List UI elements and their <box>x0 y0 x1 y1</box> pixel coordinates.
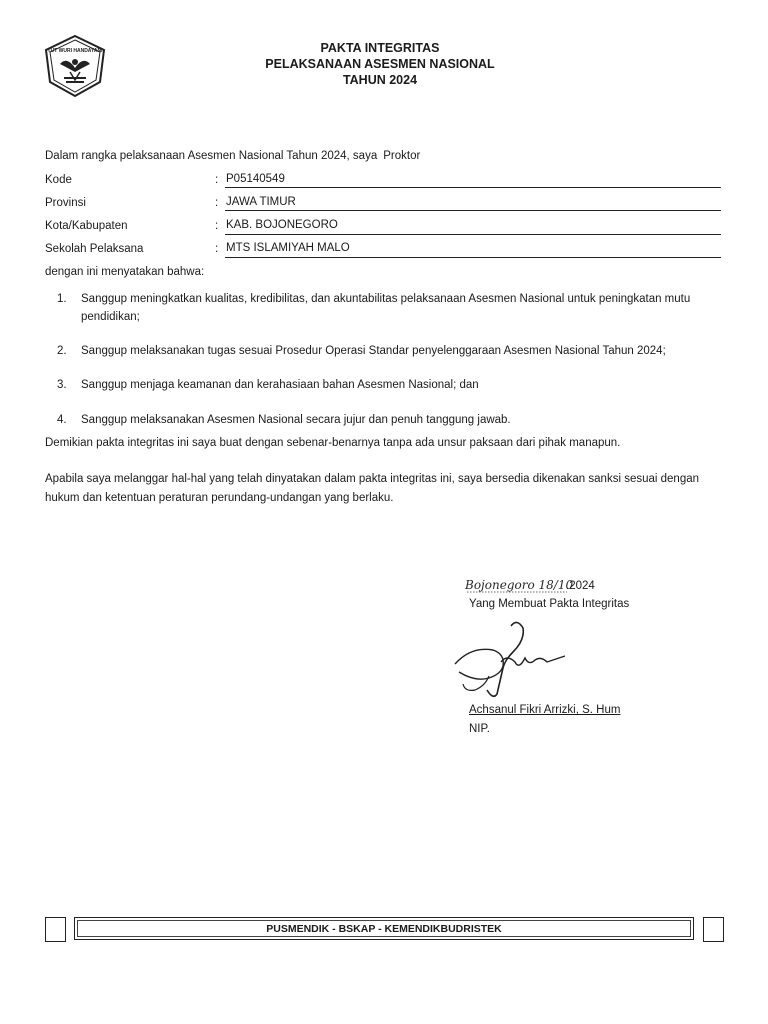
field-colon-sekolah: : <box>215 243 219 255</box>
list-item <box>57 411 707 429</box>
field-underline-provinsi <box>225 210 721 211</box>
sign-year: .2024 <box>566 580 595 592</box>
emblem-text: TUT WURI HANDAYANI <box>47 48 103 54</box>
title-line-3: TAHUN 2024 <box>342 73 418 87</box>
intro-text: Dalam rangka pelaksanaan Asesmen Nasional Tahun 2024, saya <box>45 150 378 162</box>
item-number: 4. <box>57 414 67 426</box>
item-number: 1. <box>57 293 67 305</box>
intro-sentence <box>45 150 420 162</box>
field-label-sekolah: Sekolah Pelaksana <box>45 243 144 255</box>
document-title <box>230 40 530 88</box>
list-item <box>57 342 707 360</box>
field-colon-kota: : <box>215 220 219 232</box>
sanction-statement: Apabila saya melanggar hal-hal yang telah dinyatakan dalam pakta integritas ini, saya bersedia dikenakan sanksi sesuai dengan hukum dan ketentuan peraturan perundang-undangan yang berlaku. <box>45 473 700 504</box>
field-value-kota: KAB. BOJONEGORO <box>226 219 338 231</box>
footer-box-left <box>45 917 66 942</box>
item-number: 2. <box>57 345 67 357</box>
field-colon-provinsi: : <box>215 197 219 209</box>
footer-bar <box>74 917 694 940</box>
title-line-1: PAKTA INTEGRITAS <box>320 41 440 55</box>
item-text: Sanggup melaksanakan tugas sesuai Prosedur Operasi Standar penyelenggaraan Asesmen Nasional Tahun 2024; <box>81 345 666 357</box>
declaration-intro: dengan ini menyatakan bahwa: <box>45 266 205 278</box>
signer-name: Achsanul Fikri Arrizki, S. Hum <box>469 704 621 716</box>
field-value-provinsi: JAWA TIMUR <box>226 196 296 208</box>
item-text: Sanggup meningkatkan kualitas, kredibilitas, dan akuntabilitas pelaksanaan Asesmen Nasional untuk peningkatan mutu pendidikan; <box>81 293 691 323</box>
field-underline-kode <box>225 187 721 188</box>
tut-wuri-handayani-emblem-icon <box>40 34 110 98</box>
field-value-kode: P05140549 <box>226 173 285 185</box>
closing-statement: Demikian pakta integritas ini saya buat dengan sebenar-benarnya tanpa ada unsur paksaan dari pihak manapun. <box>45 437 621 449</box>
list-item <box>57 376 707 394</box>
sign-made-by: Yang Membuat Pakta Integritas <box>469 598 630 610</box>
field-underline-sekolah <box>225 257 721 258</box>
footer-box-right <box>703 917 724 942</box>
field-underline-kota <box>225 234 721 235</box>
title-line-2: PELAKSANAAN ASESMEN NASIONAL <box>265 57 495 71</box>
list-item <box>57 290 707 326</box>
field-colon-kode: : <box>215 174 219 186</box>
item-text: Sanggup menjaga keamanan dan kerahasiaan bahan Asesmen Nasional; dan <box>81 379 479 391</box>
field-label-kode: Kode <box>45 174 72 186</box>
footer-text: PUSMENDIK - BSKAP - KEMENDIKBUDRISTEK <box>266 922 502 935</box>
field-label-kota: Kota/Kabupaten <box>45 220 128 232</box>
intro-role: Proktor <box>383 150 421 162</box>
handwritten-signature-icon <box>445 616 575 706</box>
item-text: Sanggup melaksanakan Asesmen Nasional secara jujur dan penuh tanggung jawab. <box>81 414 511 426</box>
item-number: 3. <box>57 379 67 391</box>
place-date-text: Bojonegoro 18/10 <box>465 578 574 592</box>
signer-nip: NIP. <box>469 723 490 735</box>
field-label-provinsi: Provinsi <box>45 197 86 209</box>
field-value-sekolah: MTS ISLAMIYAH MALO <box>226 242 350 254</box>
